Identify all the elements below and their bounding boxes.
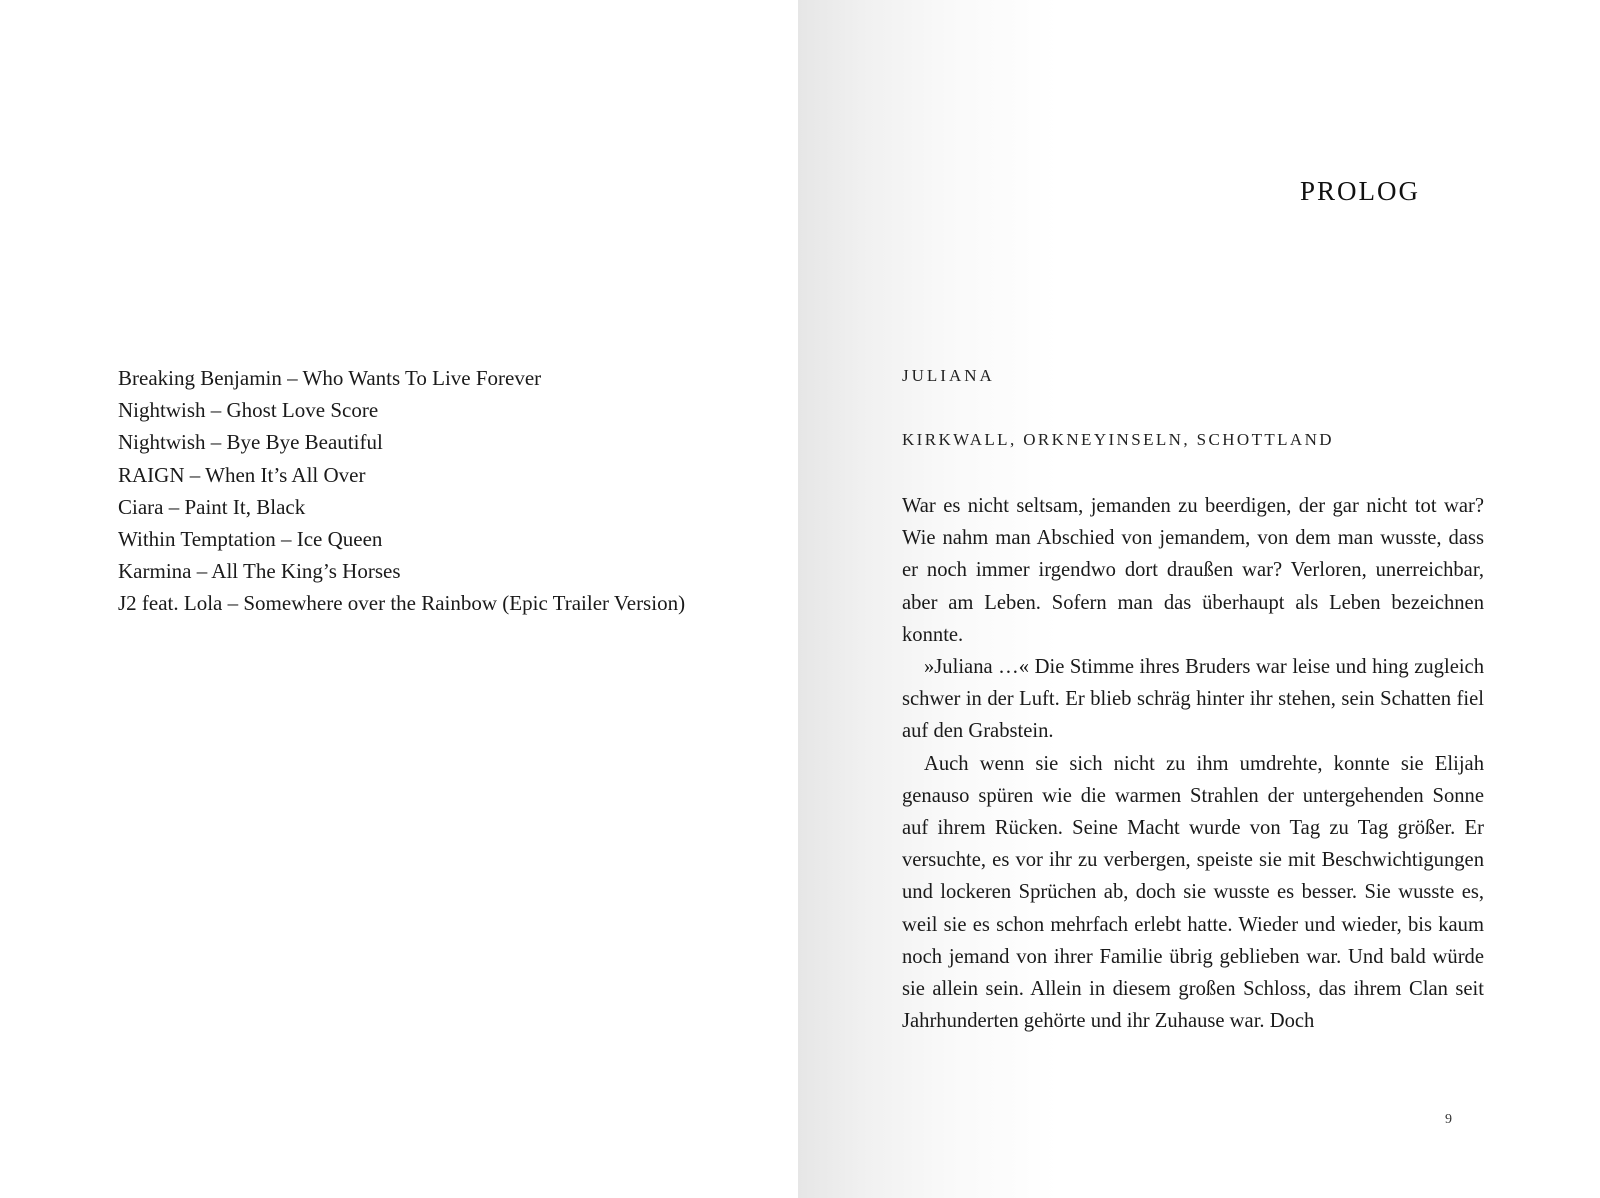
playlist-item: Within Temptation – Ice Queen <box>118 527 383 552</box>
playlist-item: Breaking Benjamin – Who Wants To Live Forever <box>118 366 542 390</box>
right-page <box>798 0 1600 1198</box>
body-paragraph: Auch wenn sie sich nicht zu ihm umdrehte, konnte sie Elijah genauso spüren wie die warmen Strahlen der untergehenden Sonne auf ihrem Rücken. Seine Macht wurde von Tag zu Tag größer. Er versuchte, es vor ihr zu verbergen, speiste sie mit Beschwichtigungen und lockeren Sprüchen ab, doch sie wusste es besser. Sie wusste es, weil sie es schon mehrfach erlebt hatte. Wieder und wieder, bis kaum noch jemand von ihrer Familie übrig geblieben war. Und bald würde sie allein sein. Allein in diesem großen Schloss, das ihrem Clan seit Jahrhunderten gehörte und ihr Zuhause war. Doch <box>902 752 1484 1033</box>
pov-character-label: JULIANA <box>902 366 995 385</box>
playlist-item: Karmina – All The King’s Horses <box>118 559 401 584</box>
chapter-body <box>902 490 1484 1037</box>
body-paragraph: War es nicht seltsam, jemanden zu beerdigen, der gar nicht tot war? Wie nahm man Abschied von jemandem, von dem man wusste, dass er noch immer irgendwo dort draußen war? Verloren, unerreichbar, aber am Leben. Sofern man das überhaupt als Leben bezeichnen konnte. <box>902 495 1484 646</box>
playlist-item: RAIGN – When It’s All Over <box>118 462 366 487</box>
left-page <box>0 0 798 1198</box>
playlist-item: Nightwish – Bye Bye Beautiful <box>118 430 383 455</box>
chapter-title: PROLOG <box>1299 176 1420 206</box>
playlist-item: Ciara – Paint It, Black <box>118 494 306 519</box>
body-paragraph: »Juliana …« Die Stimme ihres Bruders war leise und hing zugleich schwer in der Luft. Er blieb schräg hinter ihr stehen, sein Schatten fiel auf den Grabstein. <box>902 656 1484 743</box>
location-label: KIRKWALL, ORKNEYINSELN, SCHOTTLAND <box>902 430 1334 449</box>
playlist-item: Nightwish – Ghost Love Score <box>118 398 379 423</box>
playlist <box>118 362 685 620</box>
playlist-item: J2 feat. Lola – Somewhere over the Rainbow (Epic Trailer Version) <box>118 591 686 616</box>
page-number: 9 <box>1445 1112 1452 1127</box>
